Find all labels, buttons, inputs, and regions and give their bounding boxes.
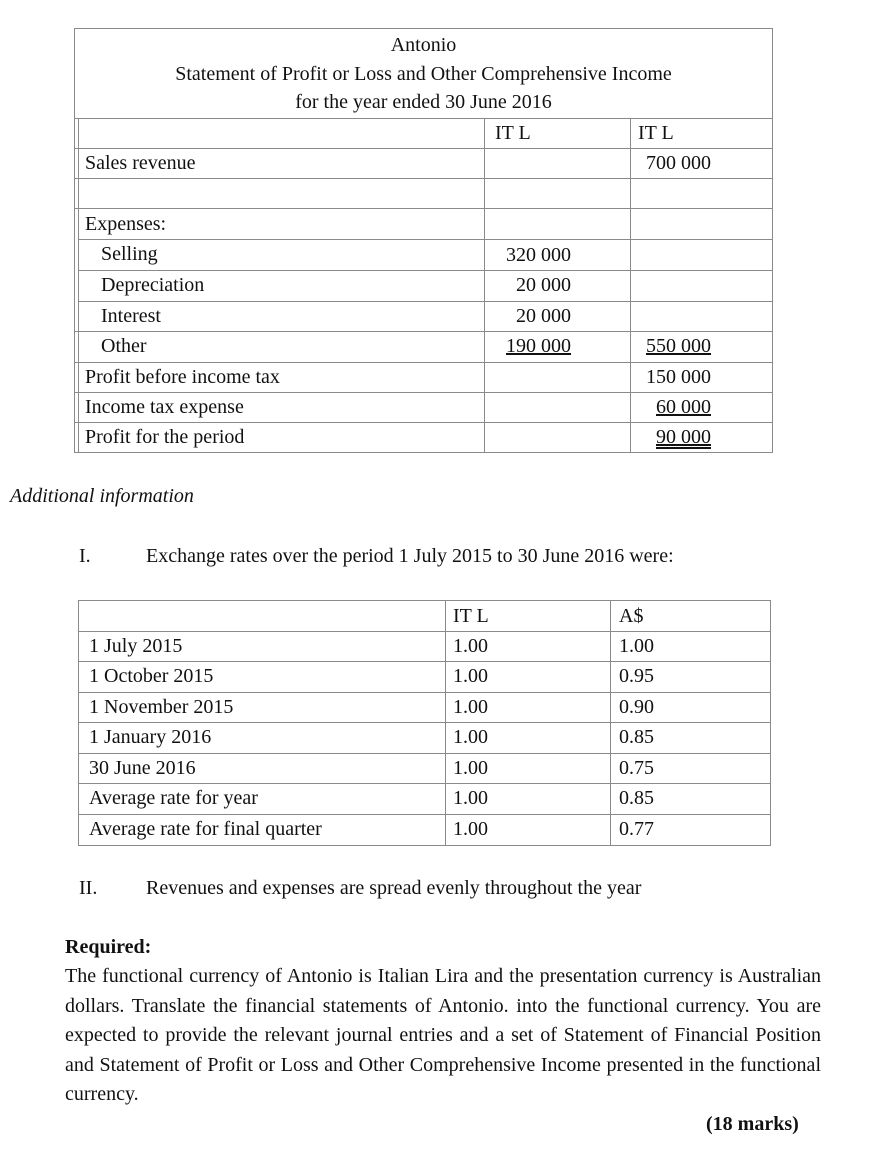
row-label-profit-period: Profit for the period (85, 426, 245, 448)
row-col1-interest: 20 000 (516, 305, 571, 327)
col-header-itl-2: IT L (638, 122, 674, 144)
rate-aud: 0.85 (619, 726, 654, 748)
rate-aud: 0.77 (619, 818, 654, 840)
item-1-text: Exchange rates over the period 1 July 2015 to 30 June 2016 were: (146, 545, 674, 567)
rate-date: 1 November 2015 (89, 696, 234, 718)
company-name: Antonio (390, 34, 457, 56)
rate-date: 1 October 2015 (89, 665, 214, 687)
col-header-itl-1: IT L (495, 122, 531, 144)
marks-label: (18 marks) (706, 1113, 799, 1135)
rate-itl: 1.00 (453, 665, 488, 687)
rate-aud: 0.90 (619, 696, 654, 718)
required-heading: Required: (65, 936, 152, 958)
rate-aud: 0.95 (619, 665, 654, 687)
rates-header-aud: A$ (619, 605, 644, 627)
statement-period: for the year ended 30 June 2016 (295, 91, 552, 113)
divider (79, 301, 772, 302)
divider (79, 239, 772, 240)
income-statement-table (74, 28, 773, 453)
item-1-number: I. (79, 545, 91, 567)
row-label-profit-before-tax: Profit before income tax (85, 366, 280, 388)
divider (79, 631, 770, 632)
row-col2-profit-before-tax: 150 000 (646, 366, 711, 388)
row-col1-depreciation: 20 000 (516, 274, 571, 296)
rate-aud: 0.75 (619, 757, 654, 779)
required-text: The functional currency of Antonio is Italian Lira and the presentation currency is Australian dollars. Translate the financial statements of Antonio. into the functional currency. You are expected to provide the relevant journal entries and a set of Statement of Financial Position and Statement of Profit or Loss and Other Comprehensive Income presented in the functional currency. (65, 965, 821, 1105)
row-col2-profit-period: 90 000 (656, 426, 711, 448)
rate-date: 30 June 2016 (89, 757, 196, 779)
rate-itl: 1.00 (453, 726, 488, 748)
exchange-rates-table (78, 600, 771, 846)
row-col2-sales: 700 000 (646, 152, 711, 174)
rate-date: 1 January 2016 (89, 726, 212, 748)
row-col2-other: 550 000 (646, 335, 711, 357)
row-label-selling: Selling (101, 243, 158, 265)
additional-info-heading: Additional information (10, 485, 194, 507)
rate-itl: 1.00 (453, 696, 488, 718)
divider (445, 601, 446, 845)
rate-date: 1 July 2015 (89, 635, 183, 657)
row-col2-income-tax: 60 000 (656, 396, 711, 418)
divider (75, 178, 772, 179)
row-label-sales: Sales revenue (85, 152, 196, 174)
row-label-income-tax: Income tax expense (85, 396, 244, 418)
rate-date: Average rate for year (89, 787, 258, 809)
rate-aud: 0.85 (619, 787, 654, 809)
row-col1-other: 190 000 (506, 335, 571, 357)
divider (610, 601, 611, 845)
rate-itl: 1.00 (453, 757, 488, 779)
statement-title: Statement of Profit or Loss and Other Comprehensive Income (175, 63, 672, 85)
rate-itl: 1.00 (453, 818, 488, 840)
divider (78, 118, 79, 452)
item-2-text: Revenues and expenses are spread evenly throughout the year (146, 877, 642, 899)
divider (75, 208, 772, 209)
row-label-depreciation: Depreciation (101, 274, 205, 296)
row-label-expenses: Expenses: (85, 213, 167, 235)
item-2-number: II. (79, 877, 98, 899)
rate-aud: 1.00 (619, 635, 654, 657)
row-label-interest: Interest (101, 305, 161, 327)
rates-header-itl: IT L (453, 605, 489, 627)
row-col1-selling: 320 000 (506, 244, 571, 266)
rate-date: Average rate for final quarter (89, 818, 322, 840)
rate-itl: 1.00 (453, 635, 488, 657)
row-label-other: Other (101, 335, 147, 357)
rate-itl: 1.00 (453, 787, 488, 809)
